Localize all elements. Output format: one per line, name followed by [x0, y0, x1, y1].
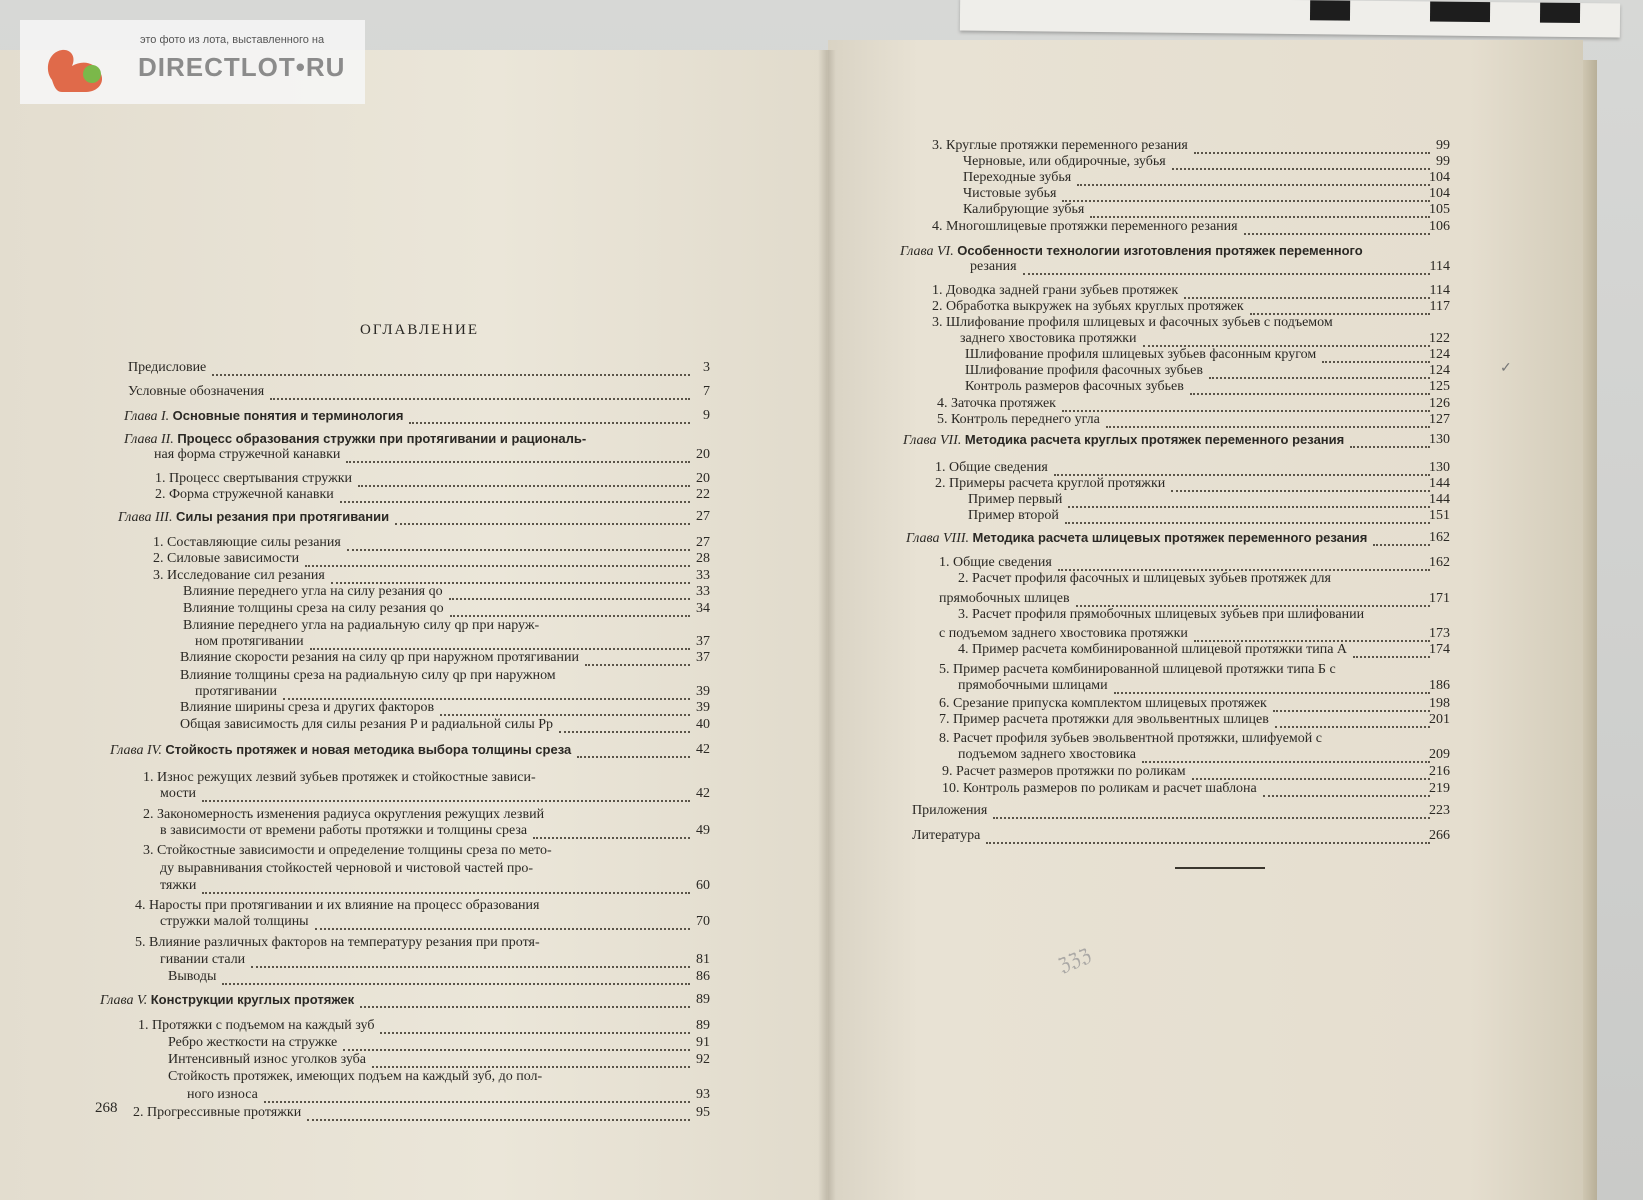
page-number: 268	[95, 1100, 118, 1116]
entry-text: с подъемом заднего хвостовика протяжки	[939, 626, 1188, 641]
entry-text: 3. Исследование сил резания	[153, 568, 325, 583]
entry-text: ду выравнивания стойкостей черновой и чистовой частей про-	[160, 861, 534, 876]
entry-text: Методика расчета круглых протяжек переменного резания	[964, 432, 1345, 447]
entry-text: 1. Износ режущих лезвий зубьев протяжек и стойкостные зависи-	[143, 770, 536, 785]
dot-leader	[202, 876, 690, 894]
entry-text: 3. Шлифование профиля шлицевых и фасочных зубьев с подъемом	[932, 315, 1333, 330]
page-ref: 173	[1429, 626, 1450, 641]
page-ref: 42	[696, 786, 710, 801]
entry-text: Основные понятия и терминология	[172, 408, 404, 423]
toc-entry	[935, 460, 1048, 476]
toc-entry	[153, 551, 299, 567]
entry-text: ном протягивании	[195, 634, 304, 649]
toc-title: ОГЛАВЛЕНИЕ	[360, 322, 479, 338]
page-ref: 144	[1429, 492, 1450, 507]
dot-leader	[251, 950, 690, 968]
entry-text: в зависимости от времени работы протяжки и толщины среза	[160, 823, 528, 838]
entry-text: ная форма стружечной канавки	[154, 447, 341, 462]
entry-text: тяжки	[160, 878, 197, 893]
watermark	[20, 20, 365, 104]
toc-entry	[963, 202, 1084, 218]
entry-text: Процесс образования стружки при протягивании и рациональ-	[177, 431, 587, 446]
toc-entry	[932, 299, 1244, 315]
toc-entry	[135, 935, 540, 951]
toc-entry	[168, 1035, 337, 1051]
entry-text: 1. Общие сведения	[935, 460, 1048, 475]
page-ref: 27	[696, 509, 710, 524]
toc-entry	[160, 878, 196, 894]
toc-entry	[187, 1087, 258, 1103]
dot-leader	[1275, 710, 1430, 728]
page-ref: 104	[1429, 170, 1450, 185]
dot-leader	[1065, 506, 1430, 524]
page-ref: 117	[1429, 299, 1450, 314]
watermark-logo-text: DIRECTLOT•RU	[138, 52, 346, 82]
toc-entry	[958, 571, 1331, 587]
toc-entry	[960, 331, 1137, 347]
entry-text: прямобочными шлицами	[958, 678, 1108, 693]
dot-leader	[1192, 762, 1430, 780]
entry-text: Влияние толщины среза на радиальную силу qp при наружном	[180, 668, 556, 683]
chapter-label: Глава I.	[124, 409, 173, 424]
entry-text: 2. Закономерность изменения радиуса округления режущих лезвий	[143, 807, 545, 822]
page-ref: 209	[1429, 747, 1450, 762]
toc-entry	[138, 1018, 374, 1034]
toc-entry	[965, 379, 1184, 395]
watermark-caption: это фото из лота, выставленного на	[140, 34, 325, 46]
entry-text: 5. Контроль переднего угла	[937, 412, 1100, 427]
dot-leader	[315, 912, 690, 930]
page-ref: 99	[1436, 138, 1450, 153]
pencil-scribble: ℨℨℨ	[1055, 944, 1095, 977]
entry-text: Черновые, или обдирочные, зубья	[963, 154, 1166, 169]
toc-entry	[180, 700, 434, 716]
page-ref: 49	[696, 823, 710, 838]
entry-text: Конструкции круглых протяжек	[150, 992, 355, 1007]
dot-leader	[1114, 676, 1430, 694]
entry-text: Предисловие	[128, 360, 207, 375]
page-ref: 201	[1429, 712, 1450, 727]
page-ref: 27	[696, 535, 710, 550]
toc-entry	[939, 696, 1267, 712]
toc-entry	[168, 1052, 366, 1068]
page-ref: 216	[1429, 764, 1450, 779]
toc-entry	[128, 384, 264, 400]
page-ref: 92	[696, 1052, 710, 1067]
dot-leader	[1090, 200, 1430, 218]
chapter-label: Глава III.	[118, 510, 176, 525]
toc-entry	[143, 807, 544, 823]
entry-text: 4. Наросты при протягивании и их влияние на процесс образования	[135, 898, 540, 913]
page-ref: 86	[696, 969, 710, 984]
page-ref: 198	[1429, 696, 1450, 711]
entry-text: Влияние толщины среза на силу резания qo	[183, 601, 444, 616]
toc-entry	[155, 487, 334, 503]
page-ref: 174	[1429, 642, 1450, 657]
entry-text: 2. Силовые зависимости	[153, 551, 300, 566]
entry-text: 9. Расчет размеров протяжки по роликам	[942, 764, 1186, 779]
dot-leader	[440, 698, 690, 716]
page-edge	[1583, 60, 1597, 1200]
toc-entry	[939, 555, 1052, 571]
page-ref: 28	[696, 551, 710, 566]
pencil-mark: ✓	[1500, 361, 1512, 376]
page-ref: 89	[696, 992, 710, 1007]
toc-entry	[932, 138, 1188, 154]
page-ref: 3	[703, 360, 710, 375]
page-ref: 60	[696, 878, 710, 893]
page-ref: 186	[1429, 678, 1450, 693]
page-ref: 39	[696, 700, 710, 715]
page-ref: 33	[696, 584, 710, 599]
toc-entry	[939, 591, 1070, 607]
page-ref: 122	[1429, 331, 1450, 346]
dot-leader	[372, 1050, 690, 1068]
toc-entry	[942, 781, 1257, 797]
toc-entry	[937, 412, 1100, 428]
entry-text: 1. Протяжки с подъемом на каждый зуб	[138, 1018, 375, 1033]
toc-entry	[958, 607, 1364, 623]
dot-leader	[202, 784, 690, 802]
entry-text: стружки малой толщины	[160, 914, 309, 929]
chapter-entry	[100, 992, 354, 1009]
entry-text: Условные обозначения	[128, 384, 265, 399]
entry-text: Шлифование профиля фасочных зубьев	[965, 363, 1203, 378]
page-ref: 81	[696, 952, 710, 967]
page-ref: 171	[1429, 591, 1450, 606]
entry-text: протягивании	[195, 684, 278, 699]
toc-entry	[168, 1069, 542, 1085]
entry-text: Литература	[912, 828, 981, 843]
toc-entry	[195, 684, 277, 700]
dot-leader	[1244, 217, 1430, 235]
dot-leader	[1023, 257, 1430, 275]
entry-text: мости	[160, 786, 197, 801]
page-ref: 40	[696, 717, 710, 732]
page-ref: 34	[696, 601, 710, 616]
toc-entry	[939, 712, 1269, 728]
entry-text: Приложения	[912, 803, 988, 818]
page-ref: 162	[1429, 530, 1450, 545]
entry-text: Влияние ширины среза и других факторов	[180, 700, 435, 715]
toc-entry	[912, 803, 987, 819]
toc-entry	[968, 492, 1062, 508]
page-ref: 219	[1429, 781, 1450, 796]
toc-entry	[160, 952, 245, 968]
page-ref: 37	[696, 634, 710, 649]
page-ref: 266	[1429, 828, 1450, 843]
dot-leader	[449, 582, 690, 600]
page-ref: 125	[1429, 379, 1450, 394]
toc-entry	[168, 969, 216, 985]
entry-text: Чистовые зубья	[963, 186, 1057, 201]
page-ref: 106	[1429, 219, 1450, 234]
entry-text: 4. Пример расчета комбинированной шлицевой протяжки типа А	[958, 642, 1348, 657]
page-ref: 91	[696, 1035, 710, 1050]
chapter-label: Глава II.	[124, 432, 178, 447]
dot-leader	[1106, 410, 1430, 428]
page-ref: 130	[1429, 432, 1450, 447]
toc-entry	[958, 642, 1347, 658]
chapter-entry	[110, 742, 571, 759]
toc-entry	[160, 861, 533, 877]
page-ref: 7	[703, 384, 710, 399]
page-ref: 9	[703, 408, 710, 423]
dot-leader	[993, 801, 1430, 819]
entry-text: 7. Пример расчета протяжки для эвольвентных шлицев	[939, 712, 1269, 727]
page-ref: 20	[696, 447, 710, 462]
toc-entry	[155, 471, 352, 487]
toc-entry	[963, 186, 1056, 202]
entry-text: подъемом заднего хвостовика	[958, 747, 1137, 762]
entry-text: Переходные зубья	[963, 170, 1072, 185]
toc-entry	[958, 678, 1108, 694]
entry-text: Особенности технологии изготовления протяжек переменного	[957, 243, 1363, 258]
toc-entry	[965, 363, 1203, 379]
dot-leader	[307, 1103, 690, 1121]
entry-text: 1. Составляющие силы резания	[153, 535, 341, 550]
toc-entry	[160, 786, 196, 802]
page-ref: 162	[1429, 555, 1450, 570]
entry-text: 2. Форма стружечной канавки	[155, 487, 334, 502]
page-ref: 20	[696, 471, 710, 486]
page-ref: 42	[696, 742, 710, 757]
entry-text: Контроль размеров фасочных зубьев	[965, 379, 1184, 394]
entry-text: Интенсивный износ уголков зуба	[168, 1052, 366, 1067]
toc-entry	[942, 764, 1186, 780]
chapter-label: Глава VII.	[903, 433, 965, 448]
toc-entry	[912, 828, 980, 844]
squirrel-logo-icon	[42, 40, 112, 94]
toc-entry	[180, 650, 579, 666]
entry-text: Шлифование профиля шлицевых зубьев фасонным кругом	[965, 347, 1317, 362]
dot-leader	[395, 507, 690, 525]
toc-entry	[195, 634, 304, 650]
dot-leader	[450, 599, 690, 617]
dot-leader	[346, 445, 690, 463]
chapter-entry	[903, 432, 1344, 449]
toc-entry	[128, 360, 206, 376]
page-ref: 114	[1429, 259, 1450, 274]
toc-entry	[183, 584, 443, 600]
chapter-entry	[118, 509, 389, 526]
dot-leader	[533, 821, 690, 839]
page-ref: 93	[696, 1087, 710, 1102]
page-ref: 127	[1429, 412, 1450, 427]
page-ref: 151	[1429, 508, 1450, 523]
toc-entry	[937, 396, 1056, 412]
page-ref: 223	[1429, 803, 1450, 818]
entry-text: 3. Стойкостные зависимости и определение толщины среза по мето-	[143, 843, 552, 858]
toc-entry	[154, 447, 340, 463]
entry-text: Силы резания при протягивании	[175, 509, 390, 524]
entry-text: Стойкость протяжек, имеющих подъем на каждый зуб, до пол-	[168, 1069, 543, 1084]
entry-text: Влияние скорости резания на силу qp при наружном протягивании	[180, 650, 579, 665]
book-gutter	[818, 50, 836, 1200]
chapter-entry	[124, 408, 403, 425]
dot-leader	[305, 549, 690, 567]
entry-text: Общая зависимость для силы резания P и радиальной силы Pp	[180, 717, 554, 732]
entry-text: Пример первый	[968, 492, 1063, 507]
page-ref: 124	[1429, 363, 1450, 378]
entry-text: 1. Процесс свертывания стружки	[155, 471, 353, 486]
page-ref: 37	[696, 650, 710, 665]
entry-text: 1. Доводка задней грани зубьев протяжек	[932, 283, 1179, 298]
entry-text: Пример второй	[968, 508, 1059, 523]
entry-text: 6. Срезание припуска комплектом шлицевых протяжек	[939, 696, 1267, 711]
toc-entry	[153, 568, 325, 584]
toc-entry	[932, 283, 1178, 299]
dot-leader	[1190, 377, 1430, 395]
page-ref: 114	[1429, 283, 1450, 298]
page-ref: 144	[1429, 476, 1450, 491]
page-ref: 22	[696, 487, 710, 502]
chapter-label: Глава V.	[100, 993, 151, 1008]
entry-text: Выводы	[168, 969, 217, 984]
dot-leader	[264, 1085, 690, 1103]
entry-text: 5. Влияние различных факторов на температуру резания при протя-	[135, 935, 540, 950]
dot-leader	[986, 826, 1430, 844]
toc-entry	[133, 1105, 301, 1121]
entry-text: 2. Обработка выкружек на зубьях круглых протяжек	[932, 299, 1244, 314]
dot-leader	[1263, 779, 1430, 797]
toc-entry	[180, 717, 553, 733]
toc-entry	[183, 601, 444, 617]
dot-leader	[270, 382, 690, 400]
toc-entry	[160, 823, 527, 839]
entry-text: 5. Пример расчета комбинированной шлицевой протяжки типа Б с	[939, 662, 1336, 677]
entry-text: 2. Прогрессивные протяжки	[133, 1105, 302, 1120]
entry-text: 8. Расчет профиля зубьев эвольвентной протяжки, шлифуемой с	[939, 731, 1322, 746]
dot-leader	[340, 485, 690, 503]
page-ref: 104	[1429, 186, 1450, 201]
page-ref: 33	[696, 568, 710, 583]
toc-entry	[143, 843, 552, 859]
dot-leader	[1142, 745, 1430, 763]
entry-text: 4. Многошлицевые протяжки переменного резания	[932, 219, 1238, 234]
dot-leader	[212, 358, 690, 376]
chapter-label: Глава VIII.	[906, 531, 973, 546]
entry-text: 2. Расчет профиля фасочных и шлицевых зубьев протяжек для	[958, 571, 1331, 586]
dot-leader	[409, 406, 690, 424]
dot-leader	[380, 1016, 690, 1034]
dot-leader	[222, 967, 690, 985]
chapter-label: Глава IV.	[110, 743, 166, 758]
end-rule	[1175, 867, 1265, 869]
toc-entry	[968, 508, 1059, 524]
entry-text: Калибрующие зубья	[963, 202, 1085, 217]
entry-text: Влияние переднего угла на силу резания qo	[183, 584, 443, 599]
entry-text: 2. Примеры расчета круглой протяжки	[935, 476, 1166, 491]
dot-leader	[1076, 589, 1430, 607]
toc-entry	[963, 170, 1071, 186]
entry-text: резания	[970, 259, 1017, 274]
page-ref: 124	[1429, 347, 1450, 362]
entry-text: ного износа	[187, 1087, 258, 1102]
entry-text: гивании стали	[160, 952, 246, 967]
entry-text: Методика расчета шлицевых протяжек переменного резания	[972, 530, 1368, 545]
entry-text: Стойкость протяжек и новая методика выбора толщины среза	[165, 742, 572, 757]
dot-leader	[360, 990, 690, 1008]
page-ref: 126	[1429, 396, 1450, 411]
page-ref: 99	[1436, 154, 1450, 169]
page-ref: 95	[696, 1105, 710, 1120]
dot-leader	[343, 1033, 690, 1051]
page-ref: 89	[696, 1018, 710, 1033]
page-ref: 105	[1429, 202, 1450, 217]
toc-entry	[958, 747, 1136, 763]
entry-text: 3. Расчет профиля прямобочных шлицевых зубьев при шлифовании	[958, 607, 1365, 622]
chapter-label: Глава VI.	[900, 244, 958, 259]
entry-text: прямобочных шлицев	[939, 591, 1070, 606]
page-ref: 130	[1429, 460, 1450, 475]
entry-text: заднего хвостовика протяжки	[960, 331, 1137, 346]
entry-text: 4. Заточка протяжек	[937, 396, 1056, 411]
entry-text: Влияние переднего угла на радиальную силу qp при наруж-	[183, 618, 540, 633]
dot-leader	[1058, 553, 1430, 571]
toc-entry	[939, 626, 1188, 642]
entry-text: Ребро жесткости на стружке	[168, 1035, 338, 1050]
toc-entry	[970, 259, 1017, 275]
page-ref: 70	[696, 914, 710, 929]
toc-entry	[932, 219, 1238, 235]
entry-text: 3. Круглые протяжки переменного резания	[932, 138, 1188, 153]
entry-text: 1. Общие сведения	[939, 555, 1052, 570]
toc-entry	[160, 914, 309, 930]
entry-text: 10. Контроль размеров по роликам и расчет шаблона	[942, 781, 1257, 796]
dot-leader	[1250, 297, 1430, 315]
chapter-entry	[906, 530, 1367, 547]
page-ref: 39	[696, 684, 710, 699]
